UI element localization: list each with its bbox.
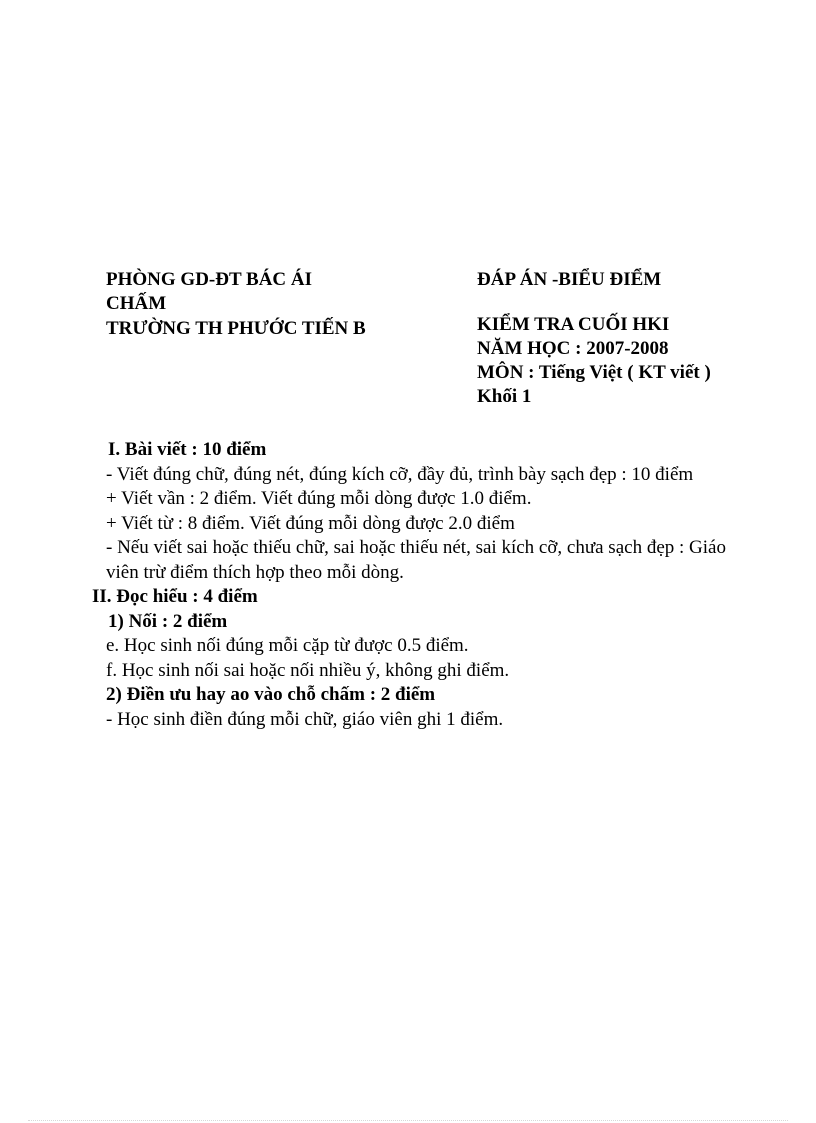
header-right bbox=[477, 268, 797, 409]
section2-sub1-title: 1) Nối : 2 điểm bbox=[108, 610, 228, 632]
section1-line2: + Viết vần : 2 điểm. Viết đúng mỗi dòng được 1.0 điểm. bbox=[106, 488, 532, 509]
subject: MÔN : Tiếng Việt ( KT viết ) bbox=[477, 362, 711, 383]
section1-line3: + Viết từ : 8 điểm. Viết đúng mỗi dòng được 2.0 điểm bbox=[106, 512, 515, 534]
grade: Khối 1 bbox=[477, 386, 532, 407]
section2-item-f: f. Học sinh nối sai hoặc nối nhiều ý, không ghi điểm. bbox=[106, 659, 510, 681]
header-left bbox=[106, 268, 436, 341]
section2-sub2-line1: - Học sinh điền đúng mỗi chữ, giáo viên ghi 1 điểm. bbox=[106, 708, 504, 730]
section2-item-e: e. Học sinh nối đúng mỗi cặp từ được 0.5 điểm. bbox=[106, 635, 469, 656]
section1-line1: - Viết đúng chữ, đúng nét, đúng kích cỡ, đầy đủ, trình bày sạch đẹp : 10 điểm bbox=[106, 463, 694, 485]
answer-key-title: ĐÁP ÁN -BIỂU ĐIỂM bbox=[477, 269, 662, 290]
department-name: PHÒNG GD-ĐT BÁC ÁI bbox=[106, 269, 313, 290]
school-year: NĂM HỌC : 2007-2008 bbox=[477, 338, 669, 359]
section2-title: II. Đọc hiểu : 4 điểm bbox=[92, 586, 258, 607]
section1-title: I. Bài viết : 10 điểm bbox=[108, 439, 267, 460]
school-name: TRƯỜNG TH PHƯỚC TIẾN B bbox=[106, 318, 366, 339]
section2-sub2-title: 2) Điền ưu hay ao vào chỗ chấm : 2 điểm bbox=[106, 684, 436, 705]
section1-line4: - Nếu viết sai hoặc thiếu chữ, sai hoặc thiếu nét, sai kích cỡ, chưa sạch đẹp : Giáo viên trừ điểm thích hợp theo mỗi dòng. bbox=[106, 537, 726, 583]
answer-key-body bbox=[92, 438, 746, 732]
department-name-cont: CHẤM bbox=[106, 293, 167, 314]
page-bottom-divider bbox=[28, 1120, 788, 1121]
exam-title: KIỂM TRA CUỐI HKI bbox=[477, 314, 670, 335]
